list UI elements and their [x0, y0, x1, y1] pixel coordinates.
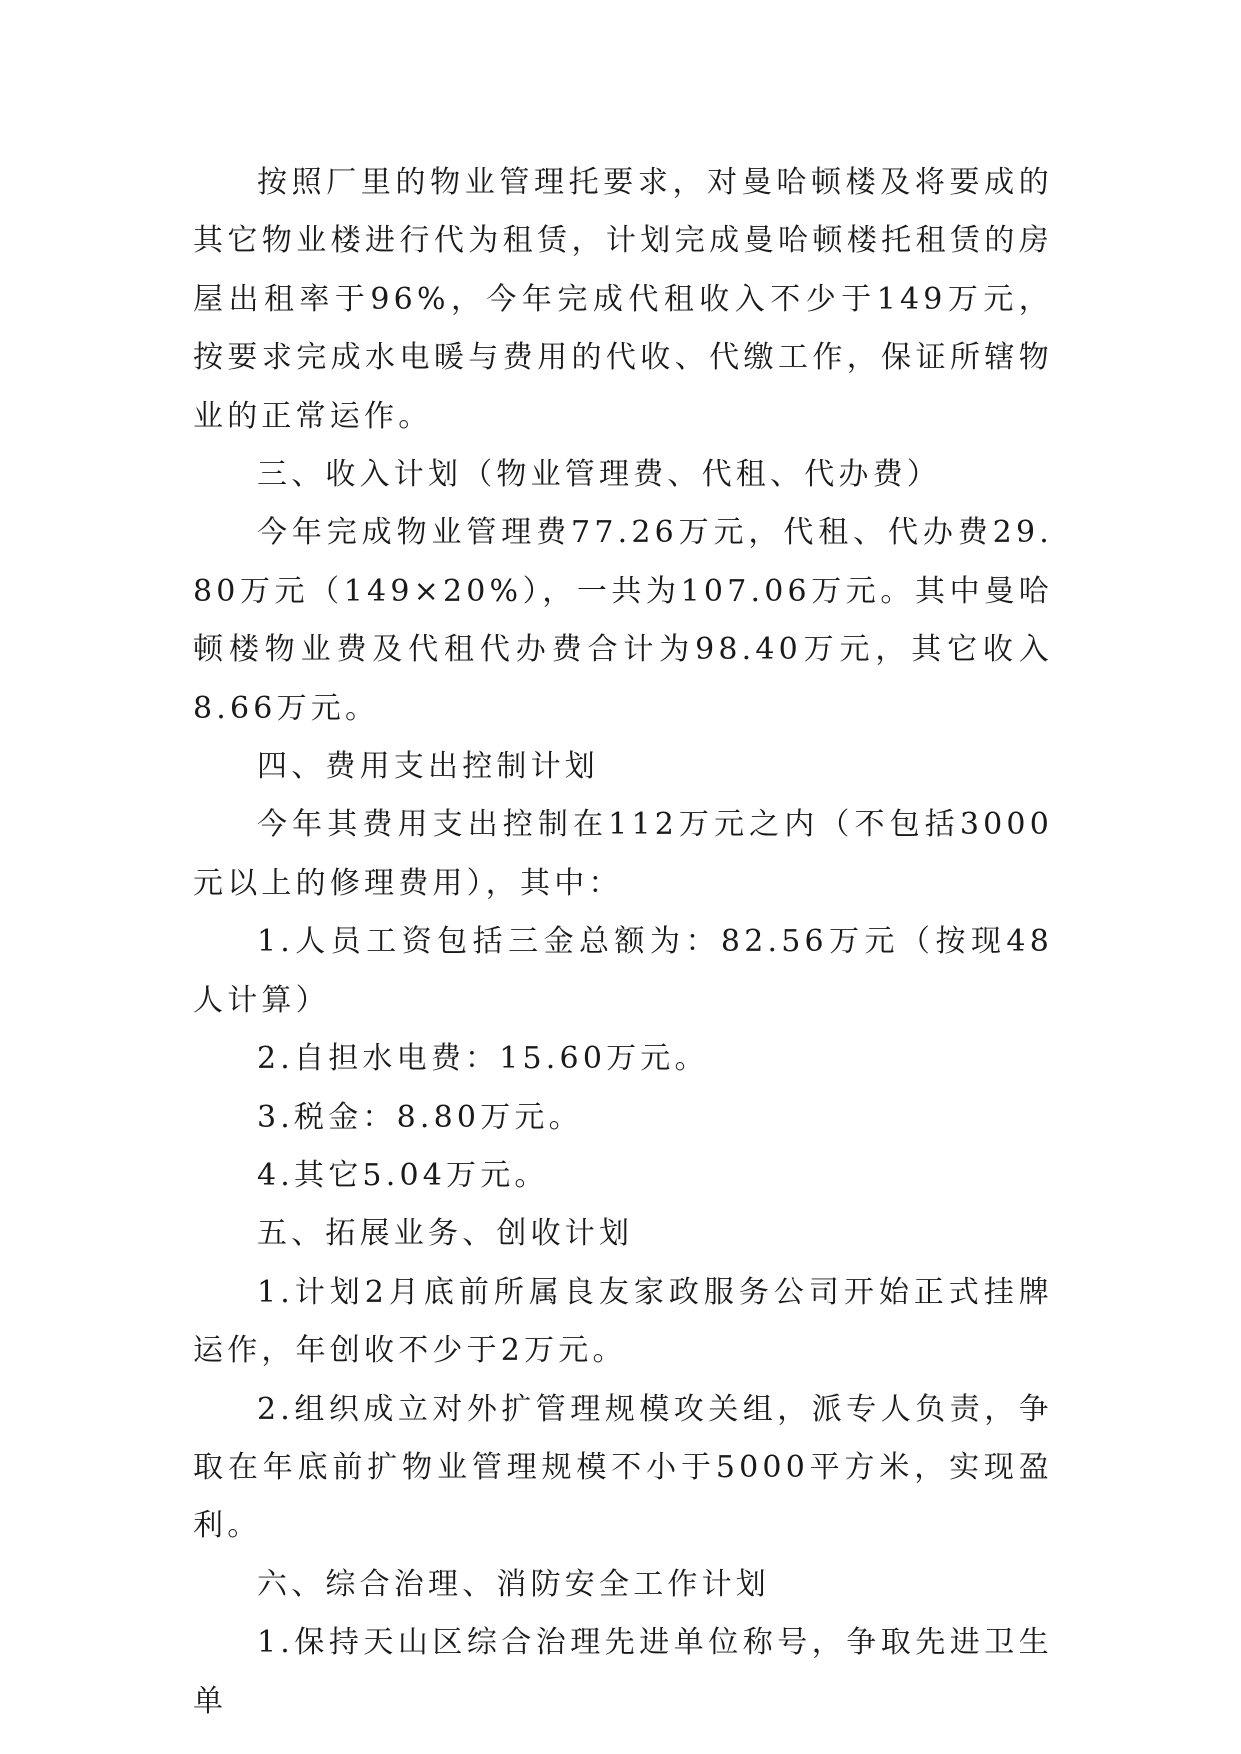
list-item-expansion-team: 2.组织成立对外扩管理规模攻关组，派专人负责，争取在年底前扩物业管理规模不小于5000平方米，实现盈利。 — [193, 1391, 1053, 1544]
list-item-other: 4.其它5.04万元。 — [257, 1157, 549, 1193]
section-heading-safety-plan: 六、综合治理、消防安全工作计划 — [257, 1566, 770, 1602]
section-heading-business-expansion: 五、拓展业务、创收计划 — [257, 1216, 634, 1252]
list-item-tianshan-title: 1.保持天山区综合治理先进单位称号，争取先进卫生单 — [193, 1625, 1053, 1719]
list-item-utilities: 2.自担水电费：15.60万元。 — [257, 1041, 709, 1077]
document-page — [193, 154, 1053, 1731]
list-item-housekeeping-company: 1.计划2月底前所属良友家政服务公司开始正式挂牌运作，年创收不少于2万元。 — [193, 1274, 1053, 1369]
paragraph-expense-summary: 今年其费用支出控制在112万元之内（不包括3000元以上的修理费用），其中： — [193, 807, 1053, 901]
section-heading-expense-control: 四、费用支出控制计划 — [257, 749, 599, 785]
paragraph-income-details: 今年完成物业管理费77.26万元，代租、代办费29.80万元（149×20%），一共为107.06万元。其中曼哈顿楼物业费及代租代办费合计为98.40万元，其它收入8.66万元。 — [193, 515, 1053, 726]
paragraph-rental-agency: 按照厂里的物业管理托要求，对曼哈顿楼及将要成的其它物业楼进行代为租赁，计划完成曼哈顿楼托租赁的房屋出租率于96%，今年完成代租收入不少于149万元，按要求完成水电暖与费用的代收、代缴工作，保证所辖物业的正常运作。 — [193, 165, 1053, 434]
section-heading-income-plan: 三、收入计划（物业管理费、代租、代办费） — [257, 457, 941, 493]
list-item-tax: 3.税金：8.80万元。 — [257, 1099, 583, 1135]
list-item-salary: 1.人员工资包括三金总额为：82.56万元（按现48人计算） — [193, 924, 1053, 1018]
